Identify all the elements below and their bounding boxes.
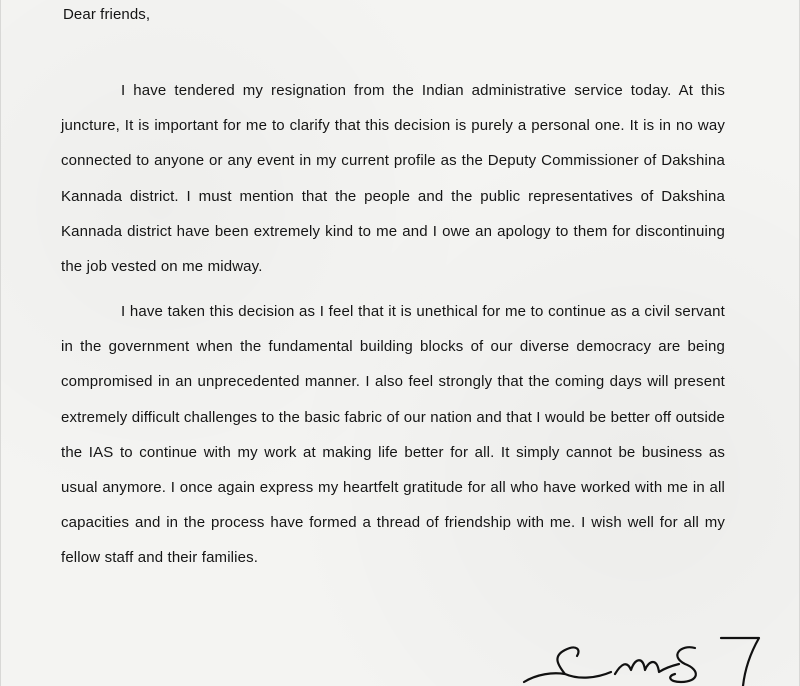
letter-paragraph-2: I have taken this decision as I feel that it is unethical for me to continue as a civil servant in the government when the fundamental building blocks of our diverse democracy are being compromised in an unprecedented manner. I also feel strongly that the coming days will present extremely difficult challenges to the basic fabric of our nation and that I would be better off outside the IAS to continue with my work at making life better for all. It simply cannot be business as usual anymore. I once again express my heartfelt gratitude for all who have worked with me in all capacities and in the process have formed a thread of friendship with me. I wish well for all my fellow staff and their families. bbox=[61, 303, 725, 567]
letter-paragraph-1: I have tendered my resignation from the Indian administrative service today. At this juncture, It is important for me to clarify that this decision is purely a personal one. It is in no way connected to anyone or any event in my current profile as the Deputy Commissioner of Dakshina Kannada district. I must mention that the people and the public representatives of Dakshina Kannada district have been extremely kind to me and I owe an apology to them for discontinuing the job vested on me midway. bbox=[61, 82, 725, 276]
handwritten-signature bbox=[519, 630, 769, 686]
letter-greeting: Dear friends, bbox=[63, 6, 151, 23]
